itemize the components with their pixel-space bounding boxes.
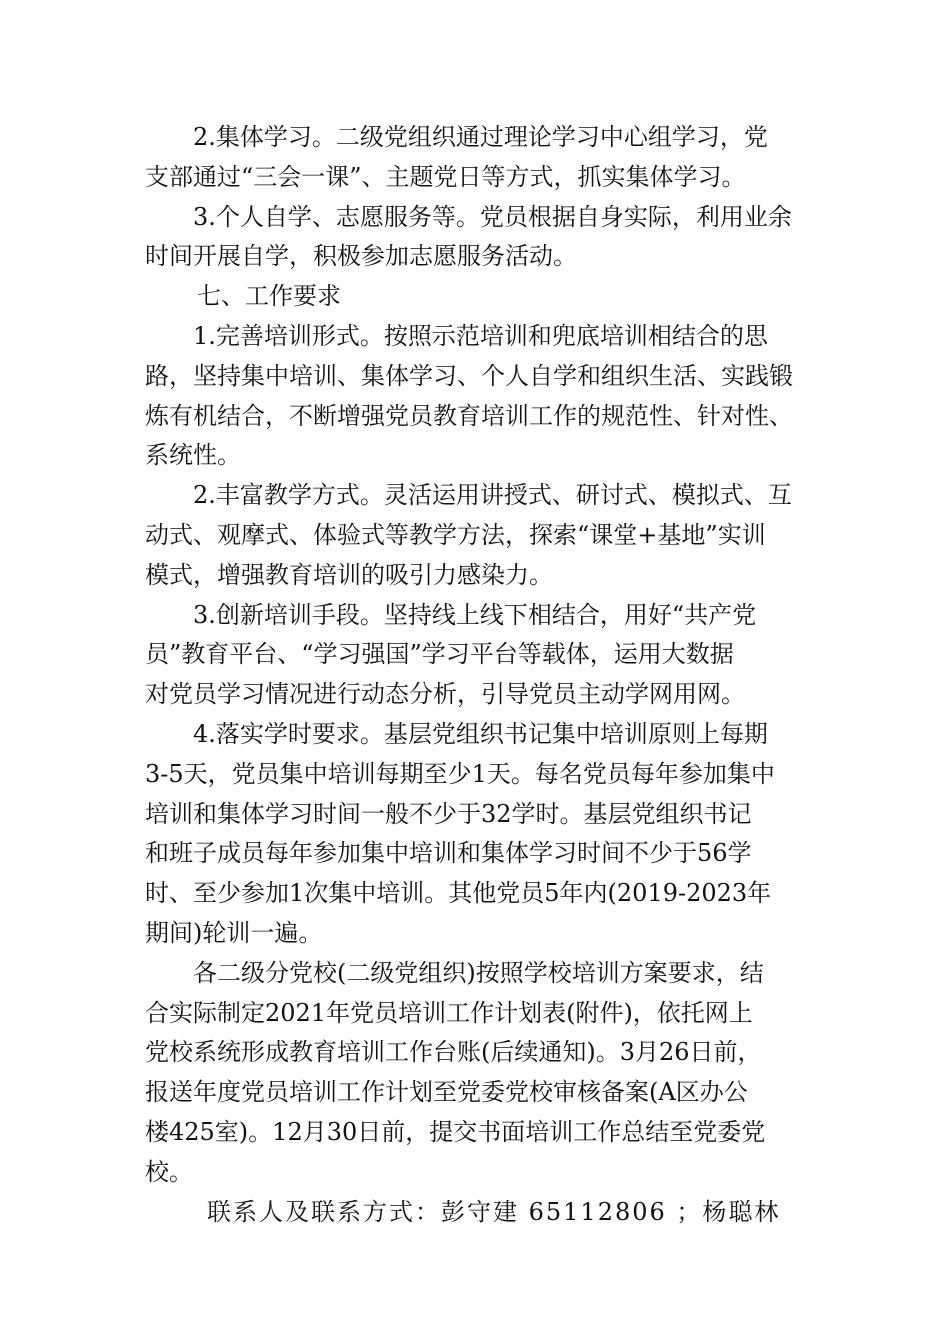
paragraph-teaching-methods bbox=[145, 476, 805, 595]
text-line: 路，坚持集中培训、集体学习、个人自学和组织生活、实践锻 bbox=[145, 361, 793, 390]
text-line: 各二级分党校(二级党组织)按照学校培训方案要求，结 bbox=[145, 958, 764, 987]
text-line: 报送年度党员培训工作计划至党委党校审核备案(A区办公 bbox=[145, 1078, 748, 1107]
section-heading: 七、工作要求 bbox=[197, 282, 341, 311]
text-line: 4.落实学时要求。基层党组织书记集中培训原则上每期 bbox=[145, 719, 768, 748]
document-page bbox=[145, 118, 805, 1232]
paragraph-branch-schools bbox=[145, 954, 805, 1193]
text-line: 楼425室)。12月30日前，提交书面培训工作总结至党委党 bbox=[145, 1117, 766, 1146]
text-line: 期间)轮训一遍。 bbox=[145, 918, 323, 947]
text-line: 动式、观摩式、体验式等教学方法，探索“课堂+基地”实训 bbox=[145, 520, 766, 549]
text-line: 1.完善培训形式。按照示范培训和兜底培训相结合的思 bbox=[145, 321, 768, 350]
text-line: 时间开展自学，积极参加志愿服务活动。 bbox=[145, 242, 577, 271]
text-line: 时、至少参加1次集中培训。其他党员5年内(2019-2023年 bbox=[145, 879, 772, 908]
text-line: 模式，增强教育培训的吸引力感染力。 bbox=[145, 560, 553, 589]
text-line: 支部通过“三会一课”、主题党日等方式，抓实集体学习。 bbox=[145, 162, 746, 191]
text-line: 系统性。 bbox=[145, 441, 241, 470]
text-line: 党校系统形成教育培训工作台账(后续通知)。3月26日前， bbox=[145, 1038, 762, 1067]
text-line: 合实际制定2021年党员培训工作计划表(附件)，依托网上 bbox=[145, 998, 753, 1027]
text-line: 3.个人自学、志愿服务等。党员根据自身实际，利用业余 bbox=[145, 202, 792, 231]
text-line: 校。 bbox=[145, 1157, 193, 1186]
text-line: 2.集体学习。二级党组织通过理论学习中心组学习，党 bbox=[145, 123, 768, 151]
paragraph-self-study bbox=[145, 198, 805, 278]
text-line: 2.丰富教学方式。灵活运用讲授式、研讨式、模拟式、互 bbox=[145, 481, 792, 510]
text-line: 3-5天，党员集中培训每期至少1天。每名党员每年参加集中 bbox=[145, 759, 775, 788]
text-line: 培训和集体学习时间一般不少于32学时。基层党组织书记 bbox=[145, 799, 752, 828]
paragraph-collective-study bbox=[145, 118, 805, 198]
paragraph-training-form bbox=[145, 317, 805, 476]
text-line: 炼有机结合，不断增强党员教育培训工作的规范性、针对性、 bbox=[145, 401, 793, 430]
text-line: 员”教育平台、“学习强国”学习平台等载体，运用大数据 bbox=[145, 640, 734, 669]
text-line: 3.创新培训手段。坚持线上线下相结合，用好“共产党 bbox=[145, 600, 757, 629]
paragraph-training-means bbox=[145, 596, 805, 715]
text-line: 对党员学习情况进行动态分析，引导党员主动学网用网。 bbox=[145, 680, 745, 709]
contact-line: 联系人及联系方式：彭守建 65112806 ；杨聪林 bbox=[207, 1197, 781, 1226]
paragraph-study-hours bbox=[145, 715, 805, 954]
text-line: 和班子成员每年参加集中培训和集体学习时间不少于56学 bbox=[145, 839, 752, 868]
